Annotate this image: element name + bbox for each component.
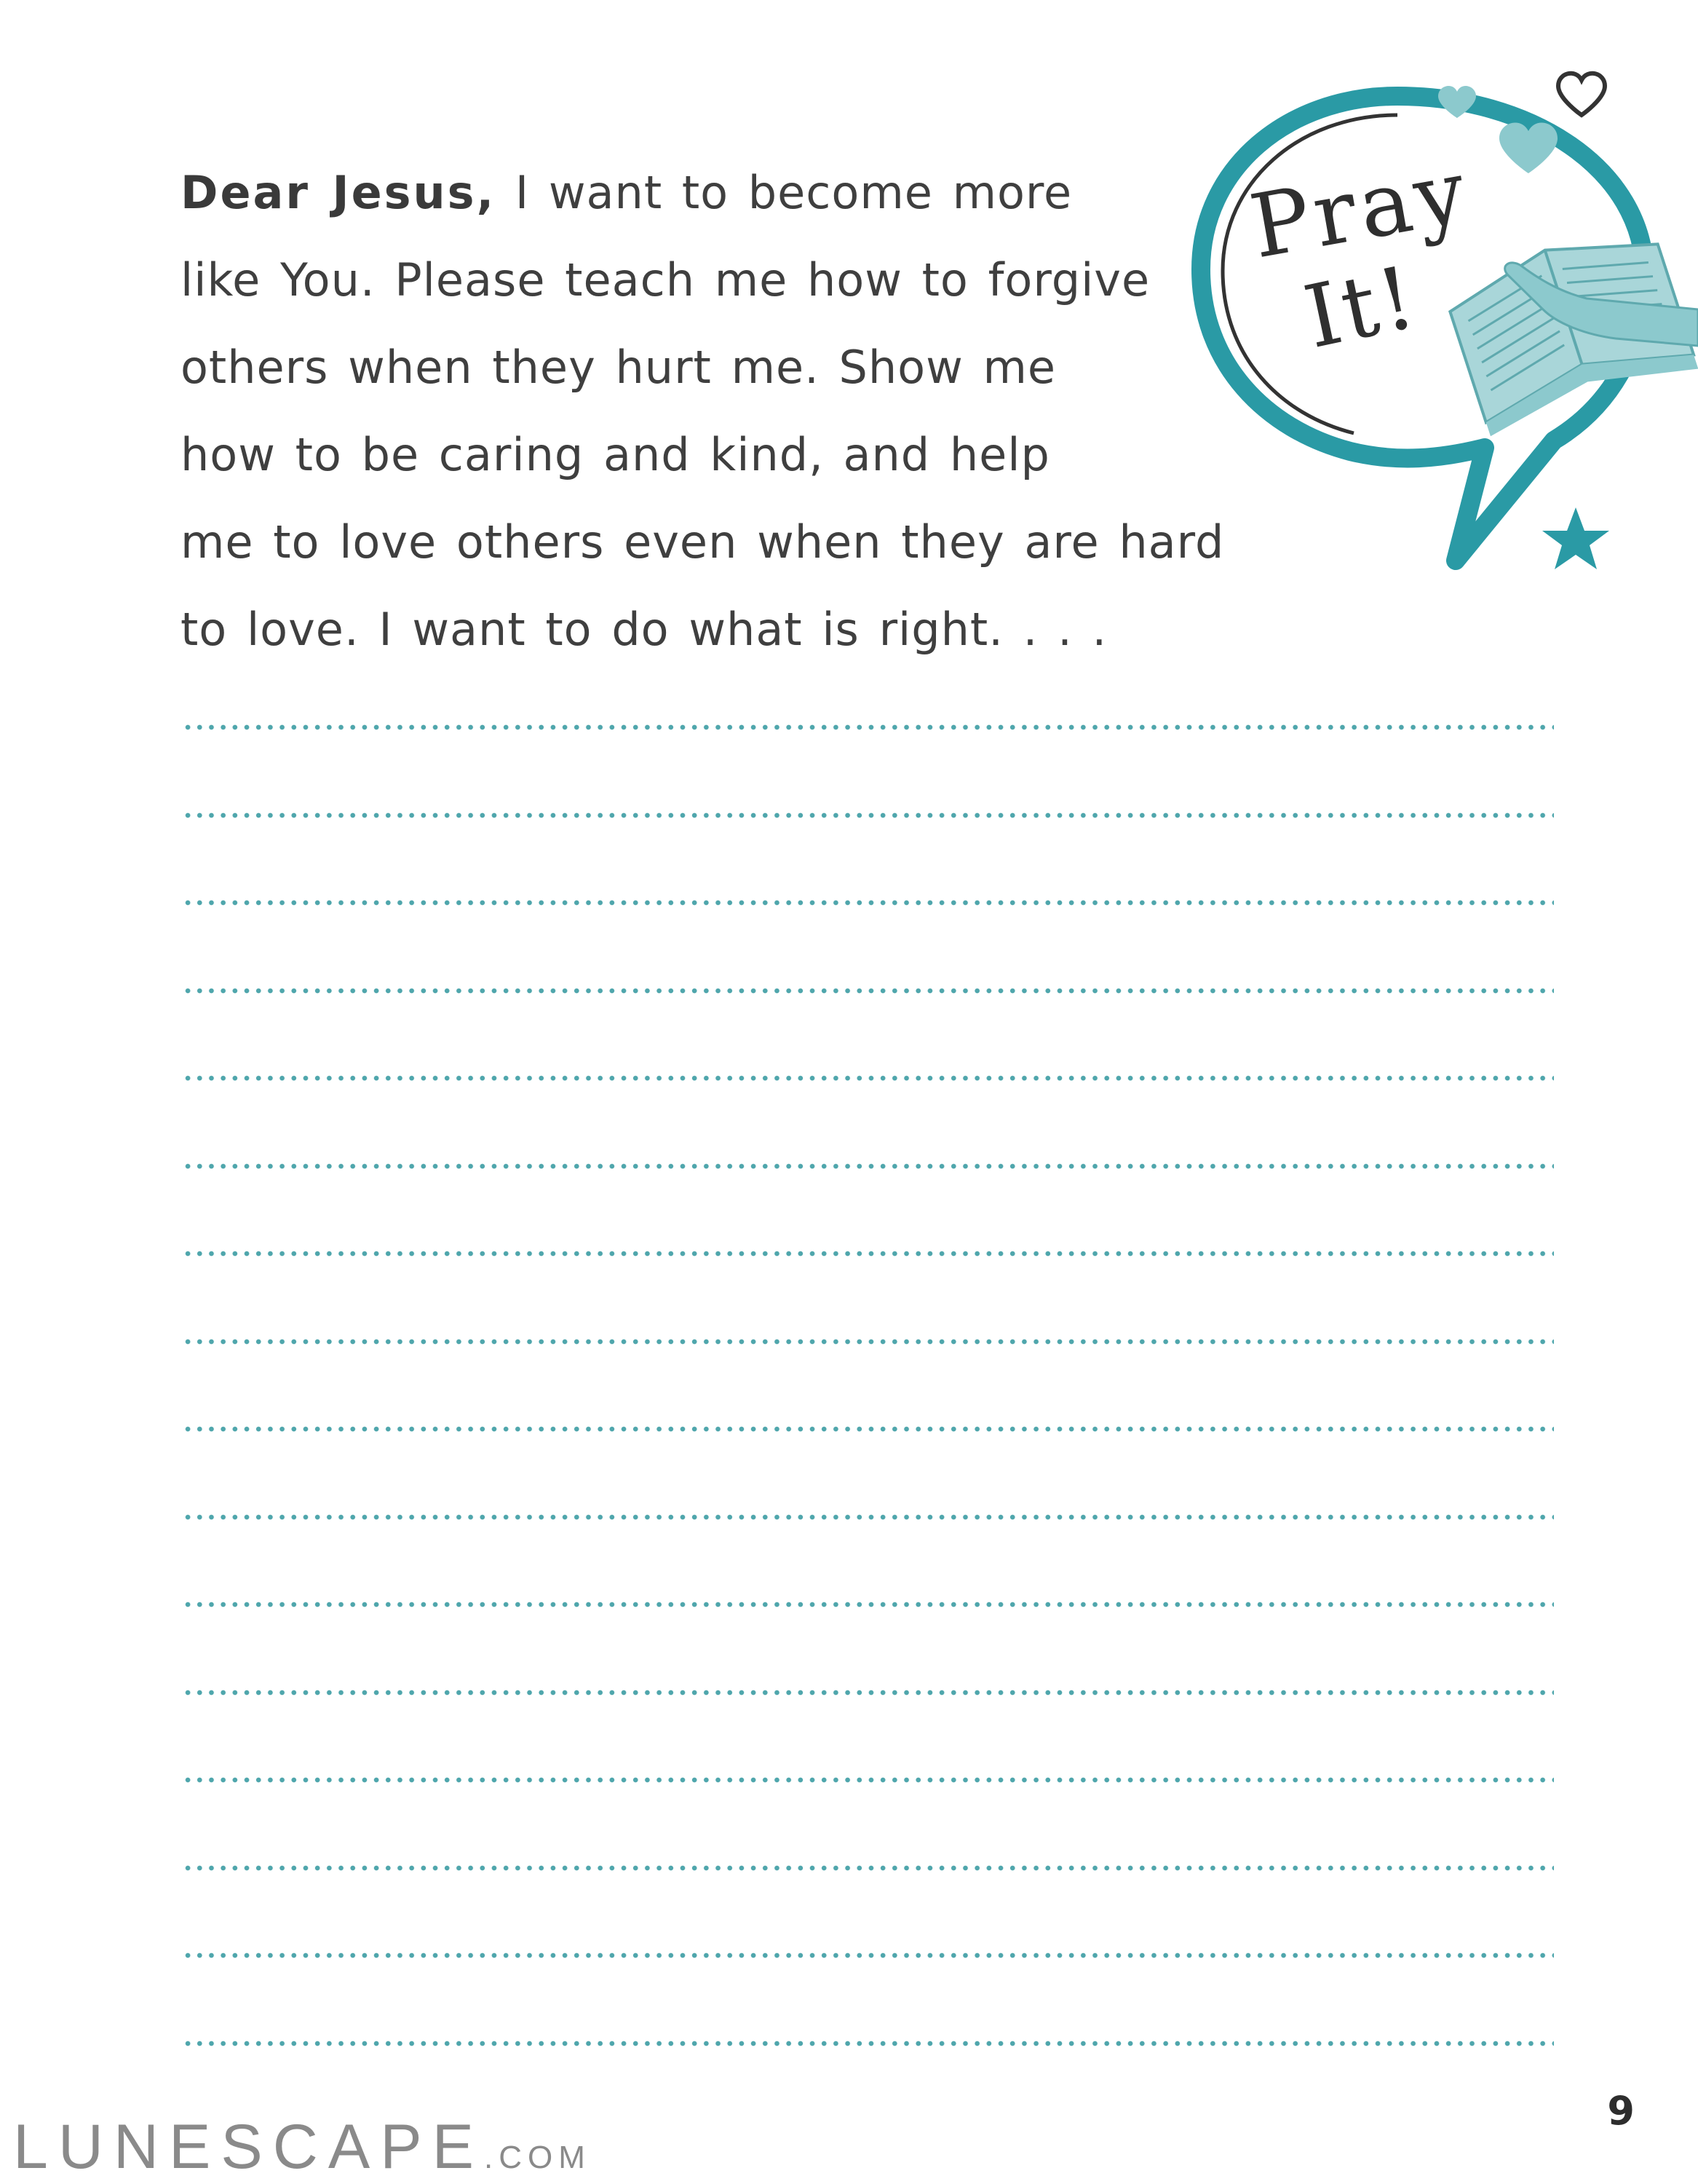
writing-line[interactable] [182, 1426, 1554, 1514]
prayer-line-5: me to love others even when they are hard [180, 515, 1225, 569]
writing-lines [182, 724, 1554, 2128]
writing-line[interactable] [182, 1602, 1554, 1690]
prayer-line-2: like You. Please teach me how to forgive [180, 253, 1151, 306]
heart-outline-icon [1558, 74, 1605, 115]
writing-line[interactable] [182, 1777, 1554, 1865]
writing-line[interactable] [182, 724, 1554, 812]
prayer-text [180, 149, 1243, 673]
watermark-domain: .COM [483, 2140, 591, 2175]
writing-line[interactable] [182, 1339, 1554, 1427]
prayer-line-1 [180, 149, 1243, 237]
pray-it-badge [1179, 58, 1698, 582]
writing-line[interactable] [182, 1690, 1554, 1778]
writing-line[interactable] [182, 988, 1554, 1076]
writing-line[interactable] [182, 812, 1554, 901]
watermark [13, 2111, 591, 2183]
badge-title-line1: Pray [1243, 141, 1477, 279]
watermark-brand: LUNESCAPE [13, 2112, 484, 2182]
writing-line[interactable] [182, 1163, 1554, 1251]
writing-line[interactable] [182, 1952, 1554, 2041]
writing-line[interactable] [182, 1251, 1554, 1339]
star-icon [1542, 507, 1609, 569]
badge-title-line2: It! [1296, 246, 1427, 368]
page-number: 9 [1607, 2088, 1635, 2134]
prayer-salutation: Dear Jesus, [180, 166, 496, 219]
prayer-line-6: to love. I want to do what is right. . . . [180, 603, 1108, 656]
prayer-line-3: others when they hurt me. Show me [180, 341, 1057, 394]
writing-line[interactable] [182, 1075, 1554, 1163]
prayer-line-1-text: I want to become more [496, 166, 1073, 219]
writing-line[interactable] [182, 1865, 1554, 1953]
prayer-line-4: how to be caring and kind, and help [180, 428, 1050, 481]
writing-line[interactable] [182, 900, 1554, 988]
writing-line[interactable] [182, 1514, 1554, 1602]
